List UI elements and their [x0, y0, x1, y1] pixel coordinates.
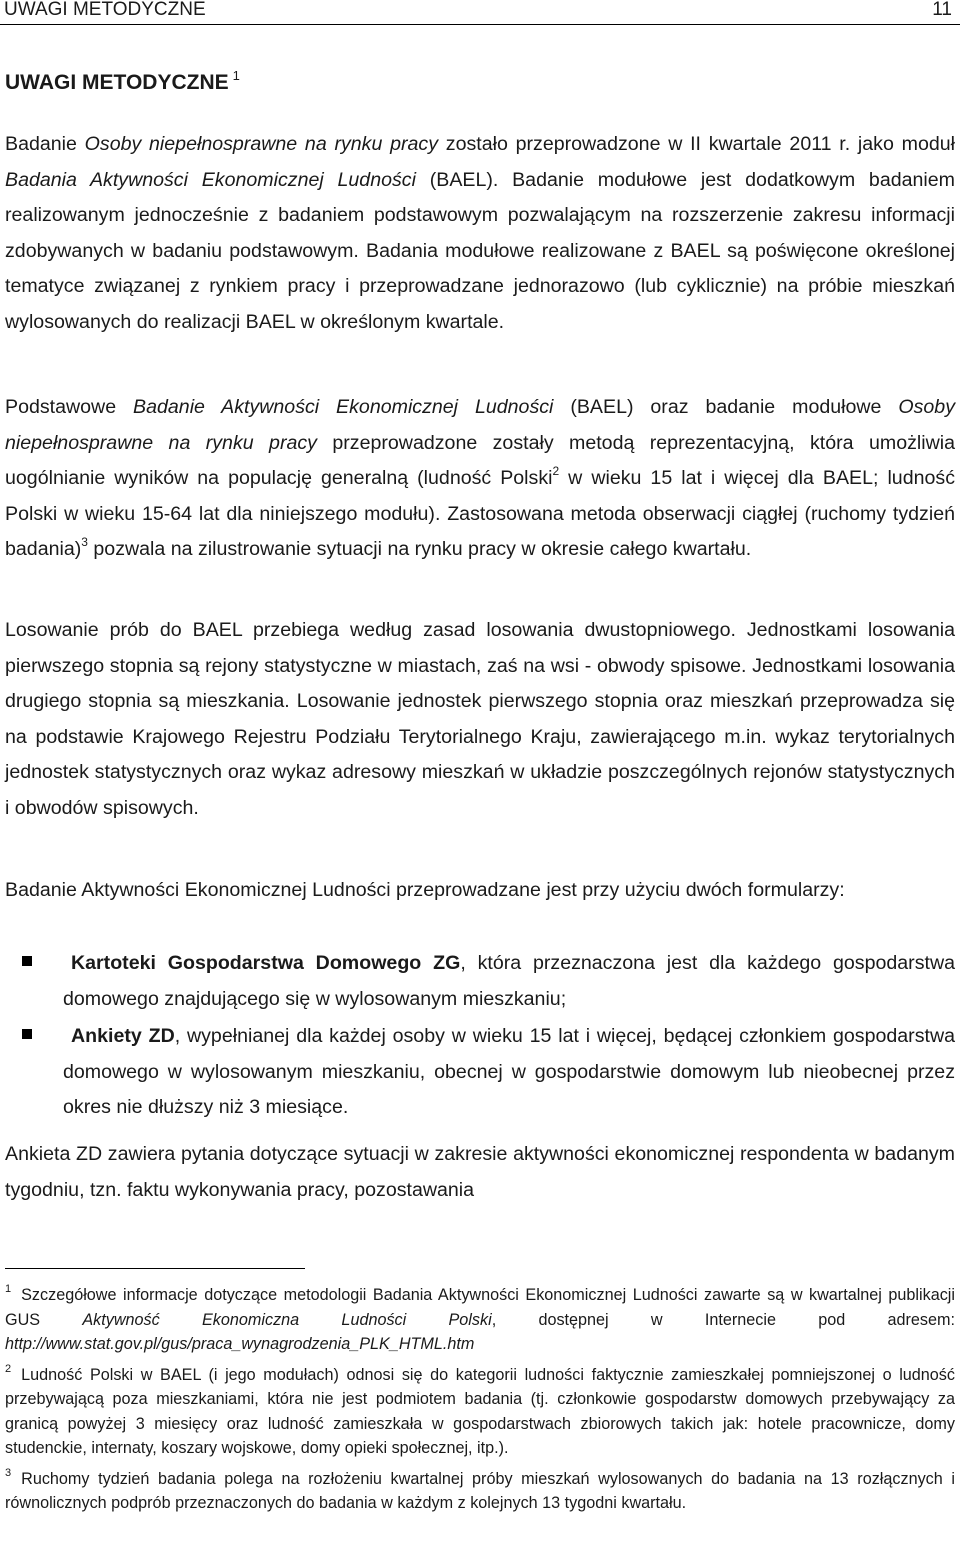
footnote-1-number: 1 [5, 1283, 12, 1295]
footnote-1-italic-b: Aktywność Ekonomiczna Ludności Polski [82, 1310, 492, 1329]
paragraph-1-text-a: Badanie [5, 133, 85, 155]
paragraph-1-text-e: (BAEL). Badanie modułowe jest dodatkowym badaniem realizowanym jednocześnie z badaniem podstawowym pozwalającym na rozszerzenie zakresu informacji zdobywanych w badaniu podstawowym. Badania modułowe realizowane z BAEL są poświęcone określonej tematyce związanej z rynkiem pracy i przeprowadzane jednorazowo (lub cyklicznie) na próbie mieszkań wylosowanych do realizacji BAEL w określonym kwartale. [5, 168, 955, 333]
paragraph-2-text-c: (BAEL) oraz badanie modułowe [553, 396, 899, 418]
form-list [5, 946, 955, 1128]
paragraph-1-italic-d: Badania Aktywności Ekonomicznej Ludności [5, 168, 416, 191]
section-heading [5, 68, 240, 95]
footnote-separator [5, 1268, 305, 1269]
list-item [5, 946, 955, 1017]
list-item-text: , wypełnianej dla każdej osoby w wieku 15 lat i więcej, będącej członkiem gospodarstwa domowego w wylosowanym mieszkaniu, obecnej w gospodarstwie domowym lub nieobecnej przez okres nie dłuższy niż 3 miesiące. [63, 1025, 955, 1118]
paragraph-2-text-g: pozwala na zilustrowanie sytuacji na rynku pracy w okresie całego kwartału. [87, 538, 752, 560]
paragraph-2 [5, 390, 955, 568]
list-item-term: Ankiety ZD [71, 1025, 175, 1047]
footnote-2-number: 2 [5, 1362, 12, 1375]
footnote-2-text: Ludność Polski w BAEL (i jego modułach) odnosi się do kategorii ludności faktycznie zamieszkałej pomniejszonej o ludność przebywającą poza mieszkaniami, która nie jest podmiotem badania (tj. członkowie gospodarstw domowych przebywający za granicą powyżej 3 miesięcy oraz ludność zamieszkała w gospodarstwach zbiorowych takich jak: hotele pracownicze, domy studenckie, internaty, koszary wojskowe, domy opieki społecznej, itp.). [5, 1365, 955, 1457]
footnote-1-text-a: Szczegółowe informacje dotyczące metodologii Badania Aktywności Ekonomicznej Ludności zawarte są w kwartalnej publikacji GUS [5, 1286, 955, 1329]
paragraph-2-text-f: w wieku 15 lat i więcej dla BAEL; ludność Polski w wieku 15-64 lat dla niniejszego modułu). Zastosowana metoda obserwacji ciągłej (ruchomy tydzień badania) [5, 467, 955, 560]
paragraph-4: Badanie Aktywności Ekonomicznej Ludności przeprowadzane jest przy użyciu dwóch formularzy: [5, 879, 845, 901]
footnote-2 [5, 1357, 955, 1461]
paragraph-2-text-a: Podstawowe [5, 396, 134, 418]
footnote-ref-3[interactable]: 3 [81, 535, 88, 549]
footnote-1-url-link[interactable]: http://www.stat.gov.pl/gus/praca_wynagrodzenia_PLK_HTML.htm [5, 1335, 475, 1353]
footnote-3-text: Ruchomy tydzień badania polega na rozłożeniu kwartalnej próby mieszkań wylosowanych do badania na 13 rozłącznych i równolicznych podprób przeznaczonych do badania w każdym z kolejnych 13 tygodni kwartału. [5, 1469, 955, 1512]
running-header [0, 0, 960, 25]
paragraph-2-italic-b: Badanie Aktywności Ekonomicznej Ludności [133, 396, 554, 418]
paragraph-1-italic-b: Osoby niepełnosprawne na rynku pracy [84, 133, 439, 155]
footnote-3 [5, 1461, 955, 1516]
page-number: 11 [932, 0, 952, 20]
running-header-title: UWAGI METODYCZNE [4, 0, 206, 20]
paragraph-1-text-c: zostało przeprowadzone w II kwartale 2011 r. jako moduł [438, 133, 955, 155]
paragraph-2-text-e: przeprowadzone zostały metodą reprezentacyjną, która umożliwia uogólnianie wyników na populację generalną (ludność Polski [5, 431, 955, 489]
list-item-text: , która przeznaczona jest dla każdego gospodarstwa domowego znajdującego się w wylosowanym mieszkaniu; [63, 952, 955, 1010]
paragraph-2-italic-d: Osoby niepełnosprawne na rynku pracy [5, 396, 955, 454]
footnote-1 [5, 1277, 955, 1357]
list-item-term: Kartoteki Gospodarstwa Domowego ZG [71, 952, 461, 974]
square-bullet-icon [22, 1029, 32, 1039]
paragraph-3: Losowanie prób do BAEL przebiega według zasad losowania dwustopniowego. Jednostkami losowania pierwszego stopnia są rejony statystyczne w miastach, zaś na wsi - obwody spisowe. Jednostkami losowania drugiego stopnia są mieszkania. Losowanie jednostek pierwszego stopnia oraz mieszkań przeprowadza się na podstawie Krajowego Rejestru Podziału Terytorialnego Kraju, zawierającego m.in. wykaz terytorialnych jednostek statystycznych oraz wykaz adresowy mieszkań w układzie poszczególnych rejonów statystycznych i obwodów spisowych. [5, 619, 955, 819]
paragraph-5: Ankieta ZD zawiera pytania dotyczące sytuacji w zakresie aktywności ekonomicznej respondenta w badanym tygodniu, tzn. faktu wykonywania pracy, pozostawania [5, 1143, 955, 1201]
footnotes [5, 1277, 955, 1516]
list-item [5, 1019, 955, 1126]
footnote-1-text-c: , dostępnej w Internecie pod adresem: [491, 1310, 956, 1329]
section-heading-text: UWAGI METODYCZNE [5, 71, 229, 94]
footnote-3-number: 3 [5, 1466, 12, 1479]
footnote-ref-2[interactable]: 2 [552, 464, 560, 478]
paragraph-1 [5, 127, 955, 340]
footnote-ref-1[interactable]: 1 [232, 68, 240, 83]
square-bullet-icon [22, 956, 32, 966]
